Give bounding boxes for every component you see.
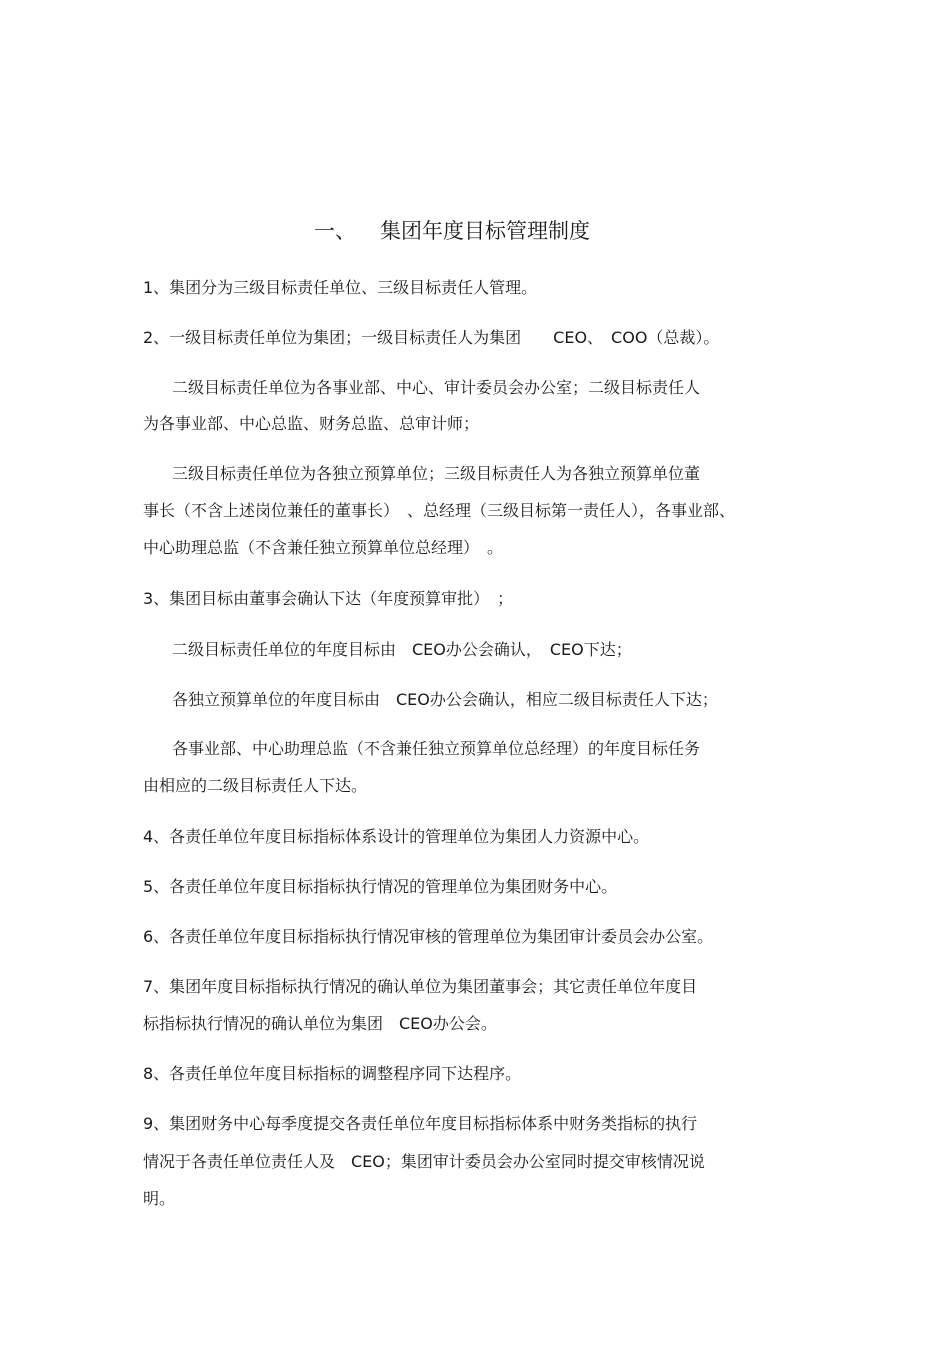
clause-2-level2-line1: 二级目标责任单位为各事业部、中心、审计委员会办公室；二级目标责任人 bbox=[172, 378, 701, 397]
clause-9-line3: 明。 bbox=[143, 1189, 176, 1208]
clause-7-line1: 7、集团年度目标指标执行情况的确认单位为集团董事会；其它责任单位年度目 bbox=[143, 977, 698, 996]
clause-5: 5、各责任单位年度目标指标执行情况的管理单位为集团财务中心。 bbox=[143, 877, 618, 896]
clause-9-line2: 情况于各责任单位责任人及 CEO；集团审计委员会办公室同时提交审核情况说 bbox=[143, 1152, 705, 1171]
heading-title: 集团年度目标管理制度 bbox=[380, 219, 590, 243]
clause-3-independent: 各独立预算单位的年度目标由 CEO办公会确认，相应二级目标责任人下达； bbox=[172, 690, 718, 709]
clause-9-line1: 9、集团财务中心每季度提交各责任单位年度目标指标体系中财务类指标的执行 bbox=[143, 1114, 698, 1133]
clause-2-level2-line2: 为各事业部、中心总监、财务总监、总审计师； bbox=[143, 414, 480, 433]
clause-7-line2: 标指标执行情况的确认单位为集团 CEO办公会。 bbox=[143, 1014, 497, 1033]
document-heading bbox=[0, 214, 950, 248]
clause-3: 3、集团目标由董事会确认下达（年度预算审批） ； bbox=[143, 589, 514, 608]
clause-2-level3-line2: 事长（不含上述岗位兼任的董事长） 、总经理（三级目标第一责任人），各事业部、 bbox=[143, 501, 736, 520]
clause-3-assistant-line2: 由相应的二级目标责任人下达。 bbox=[143, 776, 368, 795]
clause-2: 2、一级目标责任单位为集团；一级目标责任人为集团 CEO、 COO（总裁）。 bbox=[143, 328, 720, 347]
heading-number: 一、 bbox=[314, 219, 356, 243]
clause-2-level3-line3: 中心助理总监（不含兼任独立预算单位总经理） 。 bbox=[143, 538, 504, 557]
clause-1: 1、集团分为三级目标责任单位、三级目标责任人管理。 bbox=[143, 278, 538, 297]
clause-3-level2: 二级目标责任单位的年度目标由 CEO办公会确认， CEO下达； bbox=[172, 640, 632, 659]
clause-2-level3-line1: 三级目标责任单位为各独立预算单位；三级目标责任人为各独立预算单位董 bbox=[172, 464, 701, 483]
clause-4: 4、各责任单位年度目标指标体系设计的管理单位为集团人力资源中心。 bbox=[143, 827, 650, 846]
clause-3-assistant-line1: 各事业部、中心助理总监（不含兼任独立预算单位总经理）的年度目标任务 bbox=[172, 739, 701, 758]
clause-6: 6、各责任单位年度目标指标执行情况审核的管理单位为集团审计委员会办公室。 bbox=[143, 927, 714, 946]
clause-8: 8、各责任单位年度目标指标的调整程序同下达程序。 bbox=[143, 1064, 522, 1083]
